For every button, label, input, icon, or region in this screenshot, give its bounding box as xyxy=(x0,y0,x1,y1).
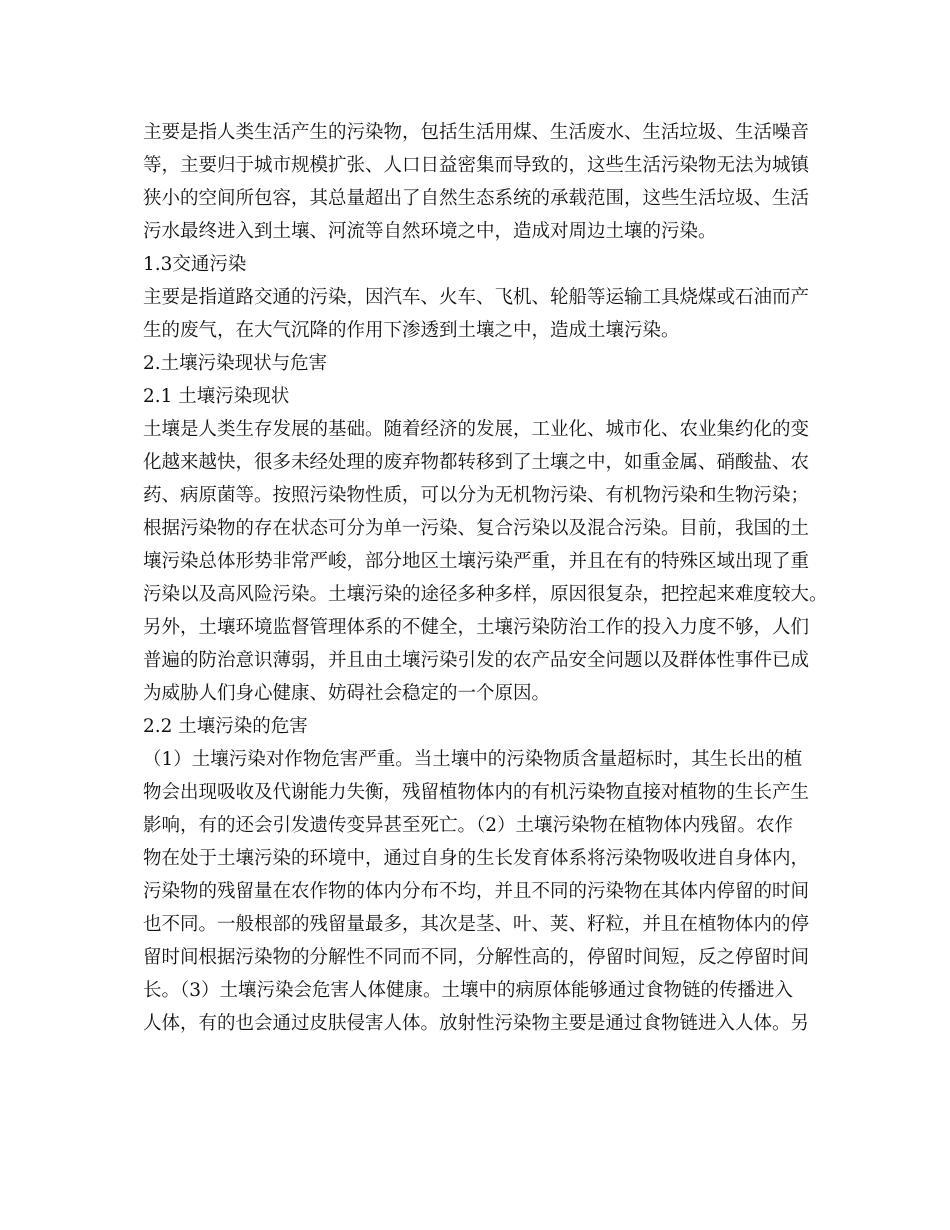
text-line: 狭小的空间所包容，其总量超出了自然生态系统的承载范围，这些生活垃圾、生活 xyxy=(143,188,810,209)
text-line: 物在处于土壤污染的环境中，通过自身的生长发育体系将污染物吸收进自身体内， xyxy=(143,848,810,869)
text-line: 根据污染物的存在状态可分为单一污染、复合污染以及混合污染。目前，我国的土 xyxy=(143,518,810,539)
text-line: 另外，土壤环境监督管理体系的不健全，土壤污染防治工作的投入力度不够，人们 xyxy=(143,617,810,638)
text-line: 药、病原菌等。按照污染物性质，可以分为无机物污染、有机物污染和生物污染； xyxy=(143,485,810,506)
text-line: 主要是指人类生活产生的污染物，包括生活用煤、生活废水、生活垃圾、生活噪音 xyxy=(143,122,810,143)
text-line: 壤污染总体形势非常严峻，部分地区土壤污染严重，并且在有的特殊区域出现了重 xyxy=(143,551,810,572)
text-line: 土壤是人类生存发展的基础。随着经济的发展，工业化、城市化、农业集约化的变 xyxy=(143,419,810,440)
text-line: 留时间根据污染物的分解性不同而不同，分解性高的，停留时间短，反之停留时间 xyxy=(143,947,810,968)
section-heading-2-1: 2.1 土壤污染现状 xyxy=(143,386,290,407)
section-heading-2: 2.土壤污染现状与危害 xyxy=(143,353,328,374)
text-line: 生的废气，在大气沉降的作用下渗透到土壤之中，造成土壤污染。 xyxy=(143,320,680,341)
text-line: 物会出现吸收及代谢能力失衡，残留植物体内的有机污染物直接对植物的生长产生 xyxy=(143,782,810,803)
text-line: 化越来越快，很多未经处理的废弃物都转移到了土壤之中，如重金属、硝酸盐、农 xyxy=(143,452,810,473)
document-body xyxy=(143,116,828,1040)
section-heading-2-2: 2.2 土壤污染的危害 xyxy=(143,716,308,737)
text-line: 人体，有的也会通过皮肤侵害人体。放射性污染物主要是通过食物链进入人体。另 xyxy=(143,1013,810,1034)
text-line: 普遍的防治意识薄弱，并且由土壤污染引发的农产品安全问题以及群体性事件已成 xyxy=(143,650,810,671)
text-line: 为威胁人们身心健康、妨碍社会稳定的一个原因。 xyxy=(143,683,551,704)
text-line: 污染以及高风险污染。土壤污染的途径多种多样，原因很复杂，把控起来难度较大。 xyxy=(143,584,828,605)
text-line: 等，主要归于城市规模扩张、人口日益密集而导致的，这些生活污染物无法为城镇 xyxy=(143,155,810,176)
text-line: 长。（3）土壤污染会危害人体健康。土壤中的病原体能够通过食物链的传播进入 xyxy=(143,980,794,1001)
text-line: 影响，有的还会引发遗传变异甚至死亡。（2）土壤污染物在植物体内残留。农作 xyxy=(143,815,794,836)
section-heading-1-3: 1.3交通污染 xyxy=(143,254,247,275)
text-line: （1）土壤污染对作物危害严重。当土壤中的污染物质含量超标时，其生长出的植 xyxy=(143,749,803,770)
text-line: 也不同。一般根部的残留量最多，其次是茎、叶、荚、籽粒，并且在植物体内的停 xyxy=(143,914,810,935)
text-line: 主要是指道路交通的污染，因汽车、火车、飞机、轮船等运输工具烧煤或石油而产 xyxy=(143,287,810,308)
text-line: 污水最终进入到土壤、河流等自然环境之中，造成对周边土壤的污染。 xyxy=(143,221,717,242)
text-line: 污染物的残留量在农作物的体内分布不均，并且不同的污染物在其体内停留的时间 xyxy=(143,881,810,902)
